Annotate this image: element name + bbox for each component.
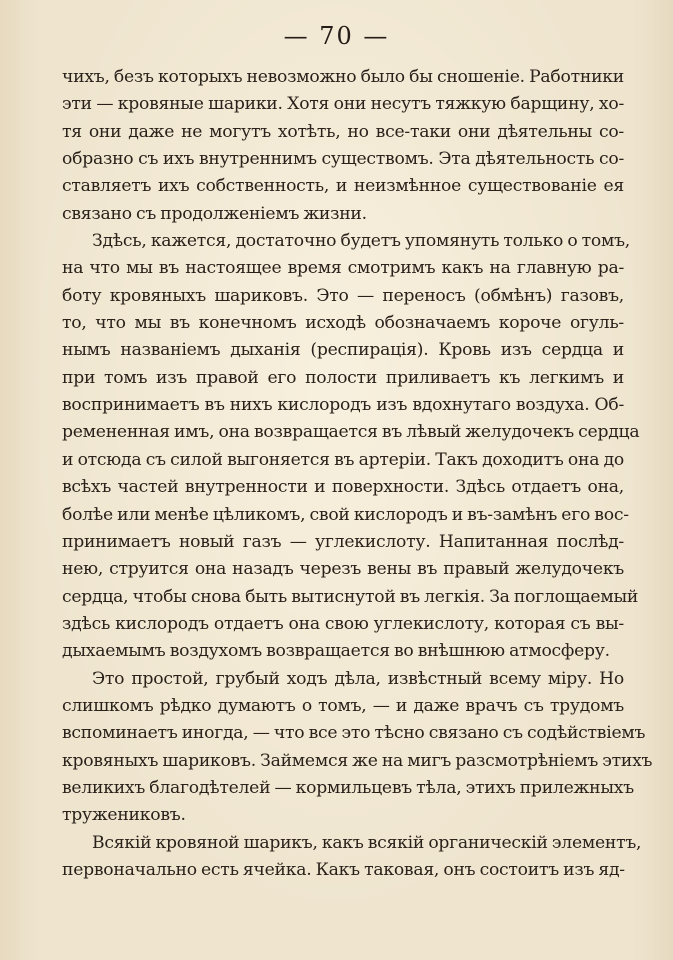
text-line: слишкомъ рѣдко думаютъ о томъ, — и даже врачъ съ трудомъ	[62, 695, 624, 716]
text-line: ставляетъ ихъ собственность, и неизмѣнное существованіе ея	[62, 176, 624, 197]
text-line: ремененная имъ, она возвращается въ лѣвый желудочекъ сердца	[62, 422, 640, 443]
text-line: Всякій кровяной шарикъ, какъ всякій органическій элементъ,	[92, 832, 642, 853]
text-line: эти — кровяные шарики. Хотя они несутъ тяжкую барщину, хо-	[62, 94, 624, 115]
text-line: нымъ названіемъ дыханія (респирація). Кровь изъ сердца и	[62, 340, 624, 361]
text-line: то, что мы въ конечномъ исходѣ обозначаемъ короче огуль-	[62, 313, 624, 334]
text-line: боту кровяныхъ шариковъ. Это — переносъ (обмѣнъ) газовъ,	[62, 285, 624, 306]
text-line: Это простой, грубый ходъ дѣла, извѣстный всему міру. Но	[92, 668, 624, 689]
text-line: и отсюда съ силой выгоняется въ артеріи. Такъ доходитъ она до	[62, 449, 624, 470]
text-line: всѣхъ частей внутренности и поверхности. Здѣсь отдаетъ она,	[62, 477, 624, 498]
text-line: здѣсь кислородъ отдаетъ она свою углекислоту, которая съ вы-	[62, 613, 624, 634]
text-line: кровяныхъ шариковъ. Займемся же на мигъ разсмотрѣніемъ этихъ	[62, 750, 653, 771]
page-number: — 70 —	[283, 22, 390, 50]
text-line: чихъ, безъ которыхъ невозможно было бы сношеніе. Работники	[62, 67, 624, 87]
text-line: Здѣсь, кажется, достаточно будетъ упомянуть только о томъ,	[92, 231, 631, 252]
text-line: тя они даже не могутъ хотѣть, но все-таки они дѣятельны со-	[62, 121, 624, 142]
text-line: вспоминаетъ иногда, — что все это тѣсно связано съ содѣйствіемъ	[62, 723, 646, 744]
text-line: нею, струится она назадъ черезъ вены въ правый желудочекъ	[62, 559, 624, 580]
text-line: тружениковъ.	[62, 805, 186, 826]
text-line: при томъ изъ правой его полости приливаетъ къ легкимъ и	[62, 367, 624, 388]
text-line: принимаетъ новый газъ — углекислоту. Напитанная послѣд-	[62, 531, 624, 552]
text-line: болѣе или менѣе цѣликомъ, свой кислородъ и въ-замѣнъ его вос-	[62, 504, 629, 525]
body-text	[62, 64, 653, 884]
text-line: дыхаемымъ воздухомъ возвращается во внѣшнюю атмосферу.	[62, 641, 610, 662]
text-line: сердца, чтобы снова быть вытиснутой въ легкія. За поглощаемый	[62, 586, 639, 607]
text-line: первоначально есть ячейка. Какъ таковая, онъ состоитъ изъ яд-	[62, 859, 625, 880]
text-line: образно съ ихъ внутреннимъ существомъ. Эта дѣятельность со-	[62, 149, 624, 170]
text-line: на что мы въ настоящее время смотримъ какъ на главную ра-	[62, 258, 624, 279]
text-line: связано съ продолженіемъ жизни.	[62, 203, 367, 224]
text-line: великихъ благодѣтелей — кормильцевъ тѣла, этихъ прилежныхъ	[62, 777, 634, 798]
text-line: воспринимаетъ въ нихъ кислородъ изъ вдохнутаго воздуха. Об-	[62, 395, 624, 416]
